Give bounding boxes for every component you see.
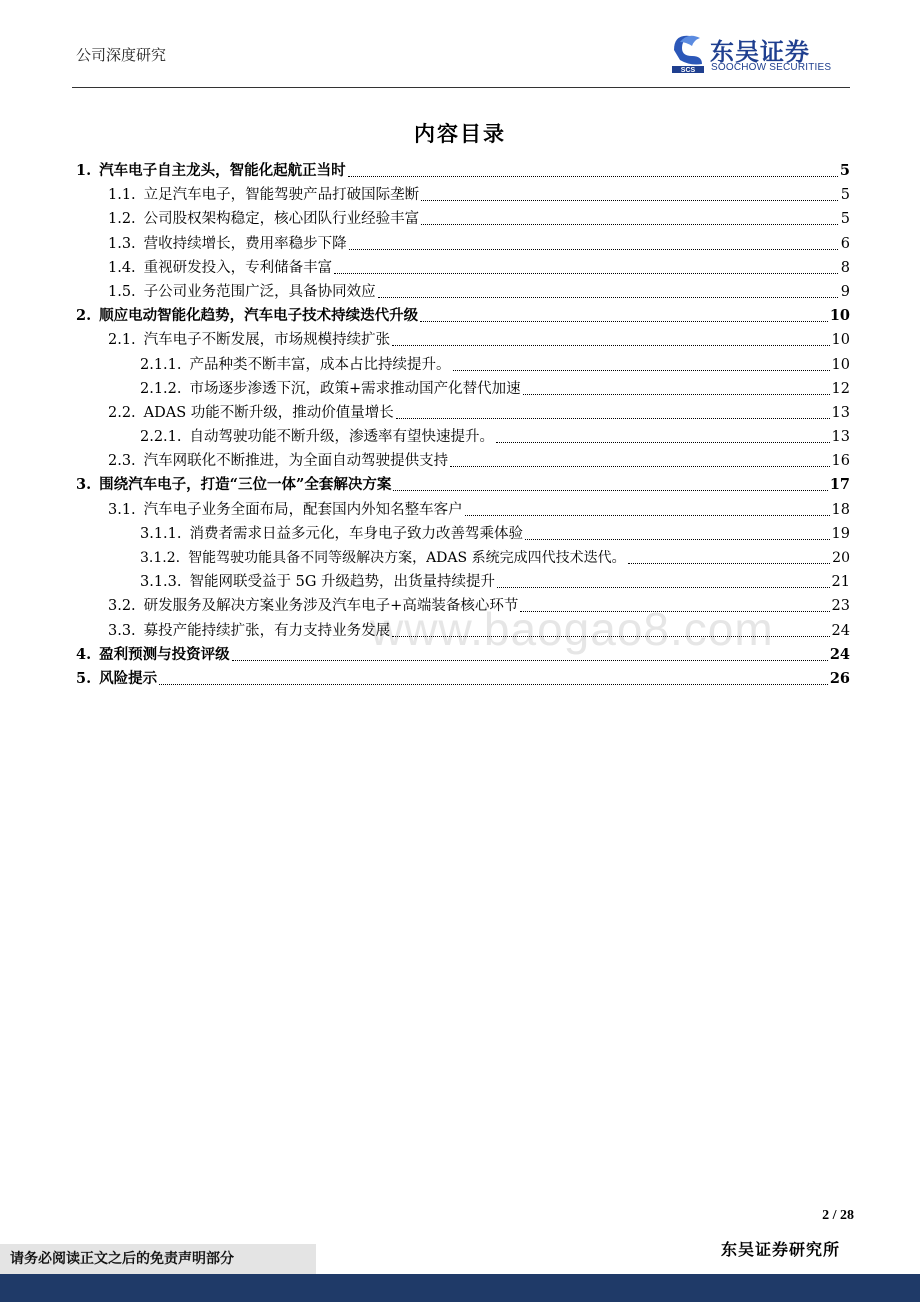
toc-entry[interactable]: 2.2.1. 自动驾驶功能不断升级，渗透率有望快速提升。 13 [140, 429, 850, 446]
toc-entry[interactable]: 2.1. 汽车电子不断发展，市场规模持续扩张 10 [108, 332, 850, 349]
toc-entry[interactable]: 2.2. ADAS 功能不断升级，推动价值量增长 13 [108, 404, 850, 421]
table-of-contents [76, 159, 850, 691]
report-category-label: 公司深度研究 [76, 46, 167, 64]
toc-entry[interactable]: 3.3. 募投产能持续扩张，有力支持业务发展 24 [108, 622, 850, 639]
toc-entry[interactable]: 1.3. 营收持续增长，费用率稳步下降 6 [108, 235, 850, 252]
toc-entry[interactable]: 2.3. 汽车网联化不断推进，为全面自动驾驶提供支持 16 [108, 453, 850, 470]
toc-title: 内容目录 [414, 121, 506, 146]
toc-entry[interactable]: 1.5. 子公司业务范围广泛，具备协同效应 9 [108, 283, 850, 300]
toc-entry[interactable]: 3. 围绕汽车电子，打造“三位一体”全套解决方案 17 [76, 476, 850, 494]
institute-name: 东吴证券研究所 [720, 1240, 840, 1259]
toc-entry[interactable]: 4. 盈利预测与投资评级 24 [76, 645, 850, 663]
soochow-logo-icon [668, 30, 708, 74]
toc-entry[interactable]: 3.2. 研发服务及解决方案业务涉及汽车电子+高端装备核心环节 23 [108, 598, 850, 615]
disclaimer-notice: 请务必阅读正文之后的免责声明部分 [0, 1244, 316, 1274]
toc-entry[interactable]: 2.1.2. 市场逐步渗透下沉，政策+需求推动国产化替代加速 12 [140, 380, 850, 397]
toc-entry[interactable]: 1. 汽车电子自主龙头，智能化起航正当时 5 [76, 162, 850, 179]
toc-entry[interactable]: 3.1.3. 智能网联受益于 5G 升级趋势，出货量持续提升 21 [140, 574, 850, 591]
toc-entry[interactable]: 1.1. 立足汽车电子，智能驾驶产品打破国际垄断 5 [108, 187, 850, 204]
toc-entry[interactable]: 1.2. 公司股权架构稳定，核心团队行业经验丰富 5 [108, 211, 850, 228]
company-logo [668, 30, 854, 78]
watermark: www.baogao8.com [370, 603, 774, 655]
svg-text:SCS: SCS [680, 67, 696, 74]
header-divider [72, 87, 850, 88]
toc-entry[interactable]: 5. 风险提示 26 [76, 669, 850, 687]
footer-bar [0, 1274, 920, 1302]
toc-entry[interactable]: 2. 顺应电动智能化趋势，汽车电子技术持续迭代升级 10 [76, 307, 850, 325]
toc-entry[interactable]: 2.1.1. 产品种类不断丰富，成本占比持续提升。 10 [140, 356, 850, 373]
logo-english-name: SOOCHOW SECURITIES [711, 62, 832, 73]
toc-entry[interactable]: 3.1.2. 智能驾驶功能具备不同等级解决方案，ADAS 系统完成四代技术迭代。 20 [140, 550, 850, 566]
toc-entry[interactable]: 1.4. 重视研发投入，专利储备丰富 8 [108, 259, 850, 276]
toc-entry[interactable]: 3.1. 汽车电子业务全面布局，配套国内外知名整车客户 18 [108, 501, 850, 518]
toc-entry[interactable]: 3.1.1. 消费者需求日益多元化，车身电子致力改善驾乘体验 19 [140, 525, 850, 542]
logo-chinese-name: 东吴证券 [710, 38, 810, 66]
page-number: 2 / 28 [822, 1208, 854, 1223]
